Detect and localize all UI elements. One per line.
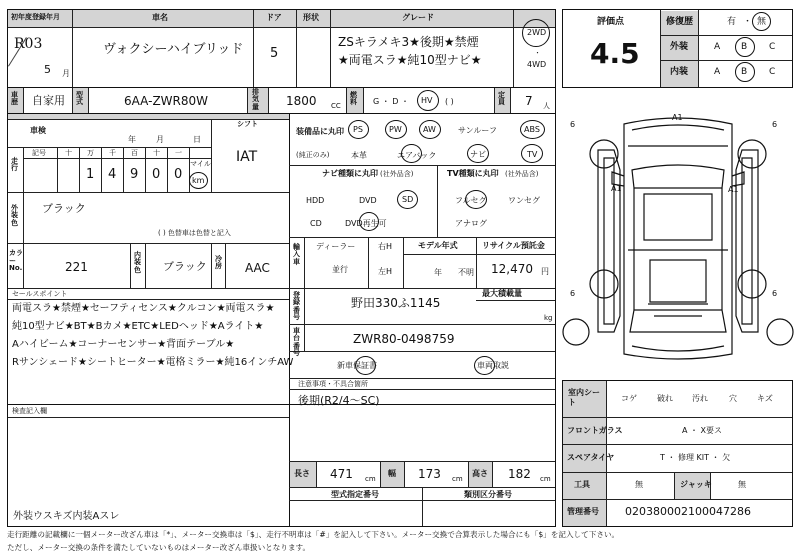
repair-no: 無 bbox=[757, 17, 767, 27]
height-label: 高さ bbox=[472, 469, 488, 478]
owner-manual: 車両取説 bbox=[477, 361, 509, 370]
registration-label: 登録番号 bbox=[293, 291, 300, 322]
mileage-digit: 0 bbox=[152, 167, 161, 182]
damage-mark: A1 bbox=[728, 185, 739, 194]
color-code: 221 bbox=[65, 260, 88, 274]
nav-sd: SD bbox=[402, 195, 414, 204]
score-label: 評価点 bbox=[597, 17, 625, 27]
length-value: 471 bbox=[330, 467, 353, 481]
score-value: 4.5 bbox=[590, 37, 640, 70]
model-year-label: モデル年式 bbox=[418, 241, 458, 250]
drive-2wd: 2WD bbox=[527, 28, 547, 37]
notes-label: 注意事項・不具合箇所 bbox=[298, 380, 368, 388]
mgmt-number: 020380002100047286 bbox=[625, 505, 751, 518]
first-reg-month: 5 bbox=[44, 63, 51, 76]
damage-mark: A1 bbox=[611, 184, 622, 193]
recycle-value: 12,470 bbox=[491, 262, 533, 276]
usage-label: 車歴 bbox=[11, 91, 18, 107]
equip-tv: TV bbox=[527, 150, 538, 159]
seat-label: 室内シート bbox=[568, 388, 600, 407]
tv-label: TV種類に丸印 bbox=[447, 169, 499, 178]
model-code: 6AA-ZWR80W bbox=[124, 94, 209, 108]
door-label: ドア bbox=[266, 13, 282, 22]
grade-label: グレード bbox=[402, 13, 434, 22]
wheel-mark: 6 bbox=[772, 289, 778, 298]
notes-value: 後期(R2/4〜SC) bbox=[298, 394, 380, 407]
interior-grade: B bbox=[741, 67, 748, 77]
month-unit: 月 bbox=[62, 69, 70, 78]
exterior-grade: B bbox=[741, 42, 748, 52]
equipment-label: 装備品に丸印 bbox=[296, 127, 344, 136]
new-car-warranty: 新車保証書 bbox=[337, 361, 377, 370]
tools-value: 無 bbox=[635, 480, 643, 489]
registration-number: 野田330ふ1145 bbox=[351, 296, 441, 310]
capacity-value: 7 bbox=[525, 94, 533, 108]
equip-ps: PS bbox=[353, 125, 363, 134]
drive-4wd: 4WD bbox=[527, 60, 547, 69]
damage-mark: A1 bbox=[672, 113, 683, 122]
sales-line: Rサンシェード★シートヒーター★電格ミラー★純16インチAW bbox=[12, 357, 294, 368]
footer-line1: 走行距離の記載欄に一個メーター改ざん車は「*」、メーター交換車は「$」、走行不明車は「#」を記入して下さい。メーター交換で合算表示した場合にも「$」を記入して下さい。 bbox=[7, 530, 620, 539]
spare-tire-label: スペアタイヤ bbox=[567, 453, 615, 462]
inspection-label: 車検 bbox=[30, 126, 46, 135]
mileage-digit: 0 bbox=[174, 167, 183, 182]
import-label: 輸入車 bbox=[293, 243, 300, 266]
grade-line2: ★両電スラ★純10型ナビ★ bbox=[338, 53, 482, 67]
model-label: 型式 bbox=[76, 91, 83, 107]
windshield-value: A ・ X要ス bbox=[682, 426, 723, 435]
windshield-label: フロントガラス bbox=[567, 426, 623, 435]
ac-label: 冷房 bbox=[215, 255, 222, 271]
length-label: 長さ bbox=[294, 469, 310, 478]
capacity-label: 定員 bbox=[498, 91, 505, 107]
jack-label: ジャッキ bbox=[680, 480, 712, 489]
color-label: 外装色 bbox=[11, 204, 18, 227]
max-load-label: 最大積載量 bbox=[482, 289, 522, 298]
damage-diagram bbox=[562, 110, 794, 380]
width-label: 幅 bbox=[388, 469, 396, 478]
height-value: 182 bbox=[508, 467, 531, 481]
equip-pw: PW bbox=[389, 125, 402, 134]
equip-airbag: エアバック bbox=[397, 151, 437, 160]
width-value: 173 bbox=[418, 467, 441, 481]
first-reg-label: 初年度登録年月 bbox=[11, 13, 60, 21]
exterior-color: ブラック bbox=[42, 202, 86, 215]
repair-label: 修復歴 bbox=[666, 17, 694, 27]
equip-aw: AW bbox=[423, 125, 436, 134]
door-count: 5 bbox=[270, 46, 279, 61]
sales-line: 純10型ナビ★BT★Bカメ★ETC★LEDヘッド★Aライト★ bbox=[12, 321, 264, 332]
wheel-mark: 6 bbox=[570, 289, 576, 298]
fuel-label: 燃料 bbox=[350, 91, 357, 107]
mileage-digit: 1 bbox=[86, 167, 95, 182]
spare-tire-value: T ・ 修理 KIT ・ 欠 bbox=[660, 453, 731, 462]
tools-label: 工具 bbox=[574, 480, 590, 489]
footer-line2: ただし、メーター交換の条件を満たしていないものはメーター改ざん車扱いとなります。 bbox=[7, 543, 311, 552]
interior-label: 内装 bbox=[670, 67, 689, 77]
color-code-label: カラーNo. bbox=[9, 249, 23, 273]
car-name-label: 車名 bbox=[152, 13, 168, 22]
mileage-digit: 9 bbox=[130, 167, 139, 182]
type-designation-label: 型式指定番号 bbox=[331, 490, 379, 499]
mgmt-label: 管理番号 bbox=[567, 507, 599, 516]
equip-abs: ABS bbox=[524, 125, 540, 134]
shift-value: IAT bbox=[236, 149, 258, 165]
interior-color: ブラック bbox=[163, 260, 207, 273]
nav-label: ナビ種類に丸印 bbox=[322, 169, 378, 178]
sales-line: Aハイビーム★コーナーセンサー★背面テーブル★ bbox=[12, 339, 235, 350]
wheel-mark: 6 bbox=[772, 120, 778, 129]
mileage-label: 走行 bbox=[11, 157, 18, 173]
displacement-label: 排気量 bbox=[252, 88, 259, 111]
mileage-unit-km: km bbox=[192, 176, 205, 185]
chassis-number: ZWR80-0498759 bbox=[353, 332, 455, 346]
inspector-note: 外装ウスキズ内装Aスレ bbox=[13, 511, 120, 522]
wheel-mark: 6 bbox=[570, 120, 576, 129]
displacement-value: 1800 bbox=[286, 94, 317, 108]
recycle-label: リサイクル預託金 bbox=[482, 241, 545, 250]
shape-label: 形状 bbox=[303, 13, 319, 22]
mileage-digit: 4 bbox=[108, 167, 117, 182]
nav-dvd-play: DVD再生可 bbox=[345, 219, 387, 228]
sales-line: 両電スラ★禁煙★セーフティセンス★クルコン★両電スラ★ bbox=[12, 303, 275, 314]
category-number-label: 類別区分番号 bbox=[464, 490, 512, 499]
jack-value: 無 bbox=[738, 480, 746, 489]
auction-inspection-sheet: 初年度登録年月 R03 5 月 車名 ヴォクシーハイブリッド ドア 5 形状 グレード ZSキラメキ3★後期★禁煙 ★両電スラ★純10型ナビ★ 2WD ・ 4WD 評価点 4.5 修復歴 外装 内装 有 ・ 無 A B C A B C 車歴 自家用 型式 6AA-ZWR80W 排気量 1800 CC 燃料 G ・ D ・ HV ( ) 定員 7 人 車検 年 月 日 走行 記号 十 万 千 百 十 一 マイル 1 4 9 0 0 km シフト IAT 外装色 ブラック ( ) 色替車は色替と記入 カラーNo. 221 内装色 ブラック 冷房 AAC セールスポイント 両電スラ★禁煙★セーフティセンス★クルコン★両電スラ★ 純10型ナビ★BT★Bカメ★ETC★LEDヘッド★Aライト★ Aハイビーム★コーナーセンサー★背面テーブル★ Rサンシェード★シートヒーター★電格ミラー★純16インチAW 検査記入欄 外装ウスキズ内装Aスレ 装備品に丸印 (純正のみ) PS PW AW サンルーフ ABS 本革 エアバック ナビ TV ナビ種類に丸印 (社外品含) HDD DVD SD CD DVD再生可 TV種類に丸印 (社外品含) フルセグ ワンセグ アナログ 輸入車 ディーラー 並行 右H 左H モデル年式 年 不明 リサイクル預託金 12,470 円 登録番号 野田330ふ1145 最大積載量 kg 車台番号 ZWR80-0498759 新車保証書 車両取説 注意事項・不具合箇所 後期(R2/4〜SC) 長さ 471 cm 幅 173 cm 高さ 182 cm 型式指定番号 類別区分番号 A1 A1 A1 6 6 6 6 室内シート コゲ 破れ 汚れ 穴 キズ フロントガラス A ・ X要ス スペアタイヤ T ・ 修理 KIT ・ 欠 工具 無 ジャッキ 無 管理番号 020380002100047286 走行距離の記載欄に一個メーター改ざん車は「*」、メーター交換車は「$」、走行不明車は「#」を記入して下さい。メーター交換で合算表示した場合にも「$」を記入して下さい。 ただし、メーター交換の条件を満たしていないものはメーター改ざん車扱いとなります。 bbox=[0, 0, 800, 557]
repair-yes: 有 bbox=[727, 17, 737, 27]
sales-label: セールスポイント bbox=[12, 290, 68, 298]
ac-value: AAC bbox=[245, 261, 270, 275]
tv-fullseg: フルセグ bbox=[455, 196, 487, 205]
inspector-label: 検査記入欄 bbox=[12, 407, 47, 415]
first-reg-year: R03 bbox=[14, 36, 43, 52]
chassis-label: 車台番号 bbox=[293, 327, 300, 358]
equip-navi: ナビ bbox=[470, 150, 486, 159]
exterior-label: 外装 bbox=[670, 42, 689, 52]
car-name: ヴォクシーハイブリッド bbox=[103, 42, 244, 57]
shift-label: シフト bbox=[237, 120, 258, 128]
interior-color-label: 内装色 bbox=[134, 251, 141, 274]
grade-line1: ZSキラメキ3★後期★禁煙 bbox=[338, 35, 479, 49]
usage-value: 自家用 bbox=[32, 94, 65, 107]
fuel-hv: HV bbox=[421, 96, 433, 105]
